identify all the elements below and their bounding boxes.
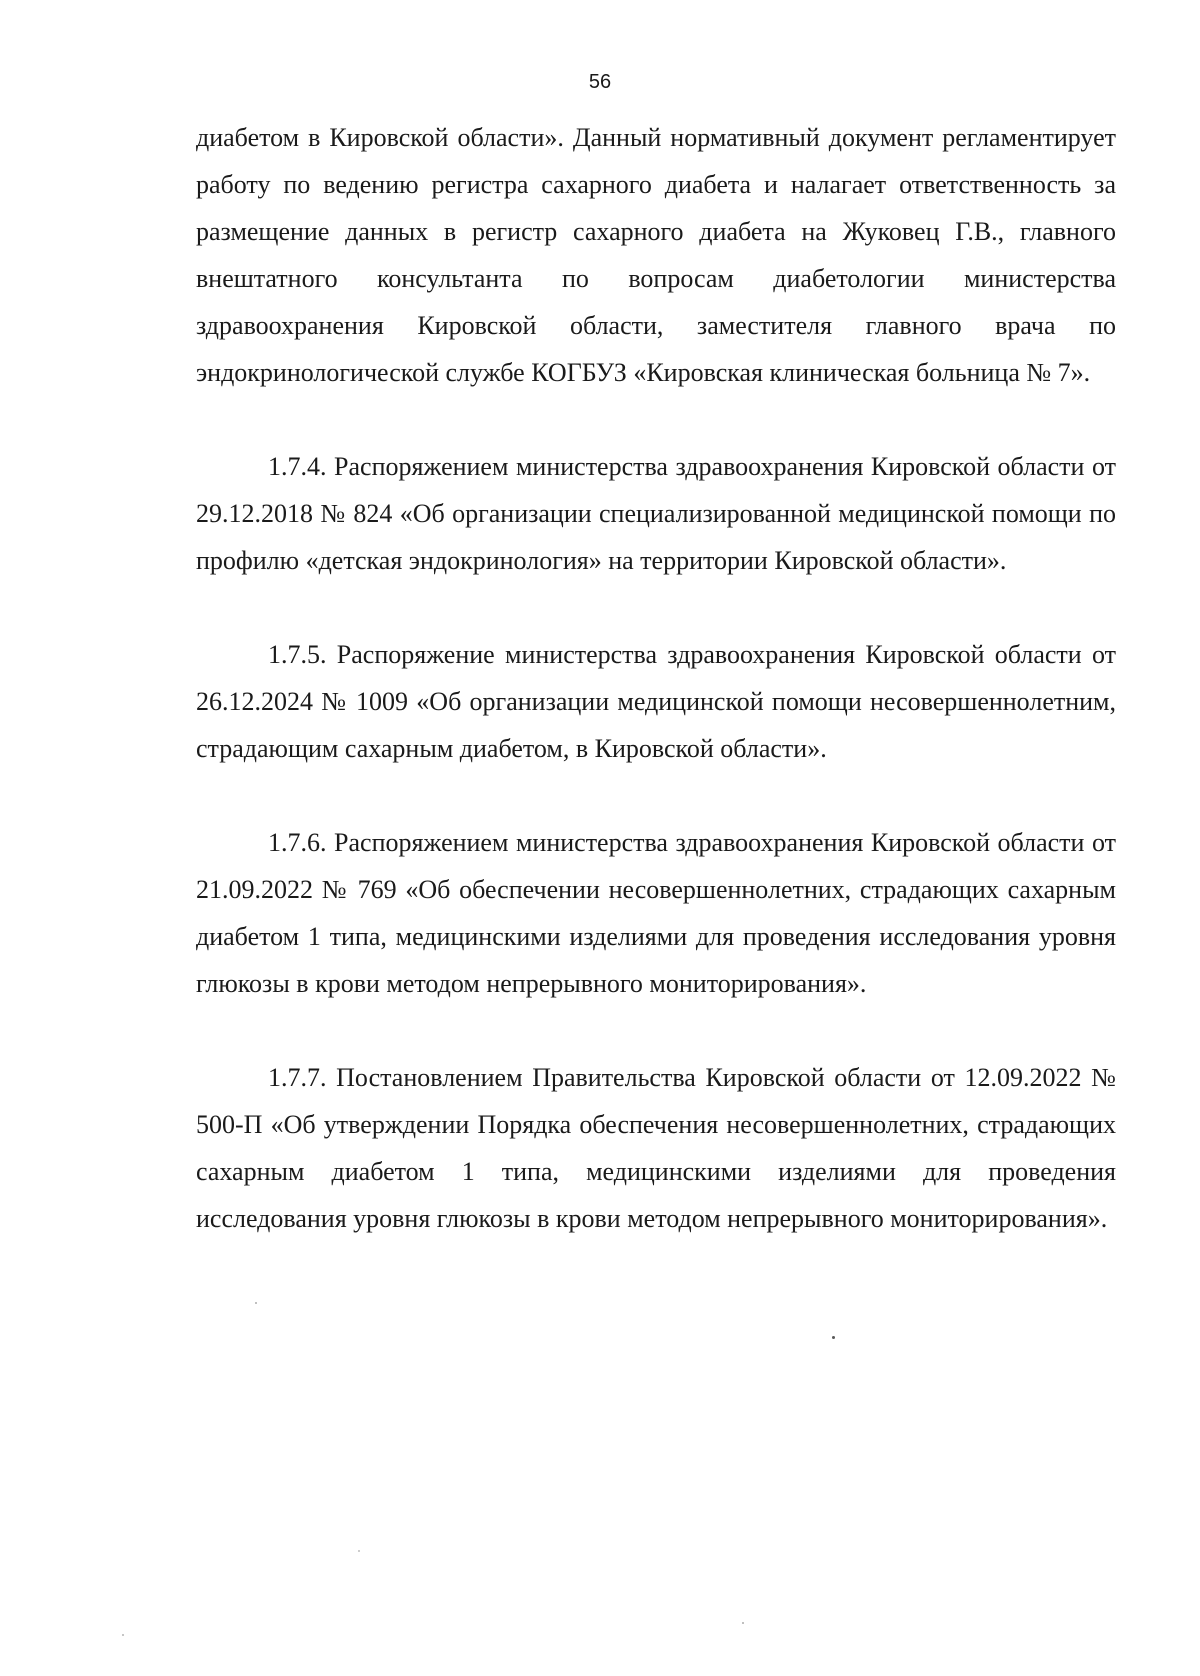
page-number: 56 [588,71,612,93]
paragraph-continuation: диабетом в Кировской области». Данный нормативный документ регламентирует работу по ведению регистра сахарного диабета и налагает ответственность за размещение данных в регистр сахарного диабета на Жуковец Г.В., главного внештатного консультанта по вопросам диабетологии министерства здравоохранения Кировской области, заместителя главного врача по эндокринологической службе КОГБУЗ «Кировская клиническая больница № 7». [196,123,1116,387]
scan-speck [122,1634,124,1636]
paragraph-1-7-5: 1.7.5. Распоряжение министерства здравоохранения Кировской области от 26.12.2024 № 1009 «Об организации медицинской помощи несовершеннолетним, страдающим сахарным диабетом, в Кировской области». [196,640,1116,763]
paragraph-1-7-7: 1.7.7. Постановлением Правительства Кировской области от 12.09.2022 № 500-П «Об утверждении Порядка обеспечения несовершеннолетних, страдающих сахарным диабетом 1 типа, медицинскими изделиями для проведения исследования уровня глюкозы в крови методом непрерывного мониторирования». [196,1063,1116,1233]
paragraph-1-7-6: 1.7.6. Распоряжением министерства здравоохранения Кировской области от 21.09.2022 № 769 «Об обеспечении несовершеннолетних, страдающих сахарным диабетом 1 типа, медицинскими изделиями для проведения исследования уровня глюкозы в крови методом непрерывного мониторирования». [196,828,1116,998]
scan-speck [255,1302,257,1304]
scan-speck [742,1622,744,1624]
scan-speck [832,1336,835,1339]
scan-speck [358,1550,360,1552]
paragraph-1-7-4: 1.7.4. Распоряжением министерства здравоохранения Кировской области от 29.12.2018 № 824 «Об организации специализированной медицинской помощи по профилю «детская эндокринология» на территории Кировской области». [196,452,1116,575]
